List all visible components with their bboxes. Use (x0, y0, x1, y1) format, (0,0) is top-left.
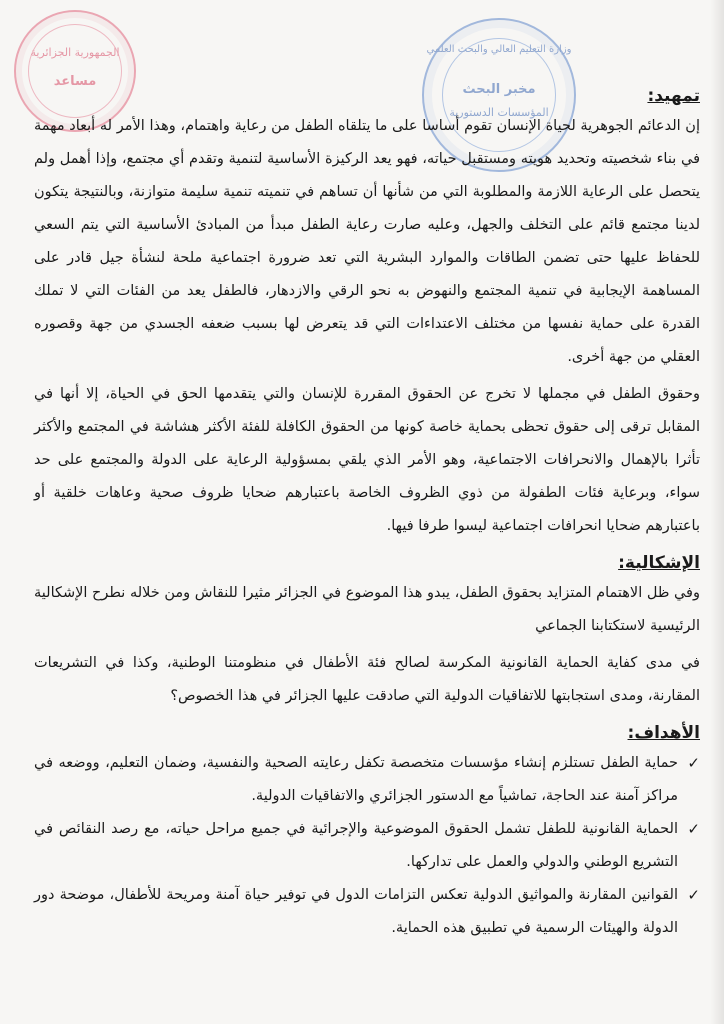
goal-item (34, 879, 700, 945)
intro-heading: تمهيد: (647, 86, 700, 106)
problem-heading: الإشكالية: (618, 553, 700, 573)
blue-seal-text-top: وزارة التعليم العالي والبحث العلمي (426, 44, 572, 55)
red-seal-text-center: مساعد (53, 74, 97, 89)
goal-item (34, 747, 700, 813)
page-edge-shadow (710, 0, 724, 1024)
goals-list (34, 747, 700, 945)
goal-item (34, 813, 700, 879)
checkmark-icon: ✓ (687, 886, 700, 904)
intro-paragraph-2: وحقوق الطفل في مجملها لا تخرج عن الحقوق المقررة للإنسان والتي يتقدمها الحق في الحياة، إلا أنها في المقابل ترقى إلى حقوق تحظى بحماية خاصة كونها من الحقوق الكافلة للفئة الأكثر هشاشة في المجتمع والأكثر تأثرا بالإهمال والانحرافات الاجتماعية، وهو الأمر الذي يلقي بمسؤولية الرعاية على الدولة والمجتمع على حد سواء، وبرعاية فئات الطفولة من ذوي الظروف الخاصة باعتبارهم ضحايا ظروف صحية وعاهات خلقية أو باعتبارهم ضحايا انحرافات اجتماعية ليسوا طرفا فيها. (34, 386, 700, 534)
problem-paragraph-2: في مدى كفاية الحماية القانونية المكرسة لصالح فئة الأطفال في منظومتنا الوطنية، وكذا في التشريعات المقارنة، ومدى استجابتها للاتفاقيات الدولية التي صادقت عليها الجزائر في هذا الخصوص؟ (34, 655, 700, 704)
intro-paragraph-1: إن الدعائم الجوهرية لحياة الإنسان تقوم أساسا على ما يتلقاه الطفل من رعاية واهتمام، وهذا الأمر له أبعاد مهمة في بناء شخصيته وتحديد هويته ومستقبل حياته، فهو يعد الركيزة الأساسية لتنمية وتقدم أي مجتمع، وإذا أهمل ولم يتحصل على الرعاية اللازمة والمطلوبة التي من شأنها أن تساهم في تنميته تنمية سليمة متوازنة، وبالنتيجة يتكون لدينا مجتمع قائم على التخلف والجهل، وعليه صارت رعاية الطفل مبدأ من المبادئ الأساسية التي يتم السعي للحفاظ عليها حتى تضمن الطاقات والموارد البشرية التي تعد ضرورة اجتماعية ملحة لنشأة جيل قادر على المساهمة الإيجابية في تنمية المجتمع والنهوض به نحو الرقي والازدهار، فالطفل يعد من الفئات التي لا تملك القدرة على حماية نفسها من مختلف الاعتداءات التي قد يتعرض لها بسبب ضعفه الجسدي من جهة وقصوره العقلي من جهة أخرى. (34, 118, 700, 365)
goal-item-text: الحماية القانونية للطفل تشمل الحقوق الموضوعية والإجرائية في جميع مراحل حياته، مع رصد النقائص في التشريع الوطني والدولي والعمل على تداركها. (34, 821, 678, 870)
goal-item-text: حماية الطفل تستلزم إنشاء مؤسسات متخصصة تكفل رعايته الصحية والنفسية، وضمان التعليم، ووضعه في مراكز آمنة عند الحاجة، تماشياً مع الدستور الجزائري والاتفاقيات الدولية. (34, 755, 678, 804)
red-seal-text-top: الجمهورية الجزائرية (30, 46, 120, 59)
goal-item-text: القوانين المقارنة والمواثيق الدولية تعكس التزامات الدول في توفير حياة آمنة ومريحة للأطفال، موضحة دور الدولة والهيئات الرسمية في تطبيق هذه الحماية. (34, 887, 678, 936)
blue-seal-text-center: مخبر البحث (462, 82, 536, 97)
document-body (34, 86, 700, 945)
checkmark-icon: ✓ (687, 754, 700, 772)
blue-seal-text-bottom: المؤسسات الدستورية (449, 106, 549, 119)
problem-paragraph-1: وفي ظل الاهتمام المتزايد بحقوق الطفل، يبدو هذا الموضوع في الجزائر مثيرا للنقاش ومن خلاله نطرح الإشكالية الرئيسية لاستكتابنا الجماعي (34, 585, 700, 634)
goals-heading: الأهداف: (627, 723, 700, 743)
checkmark-icon: ✓ (687, 820, 700, 838)
